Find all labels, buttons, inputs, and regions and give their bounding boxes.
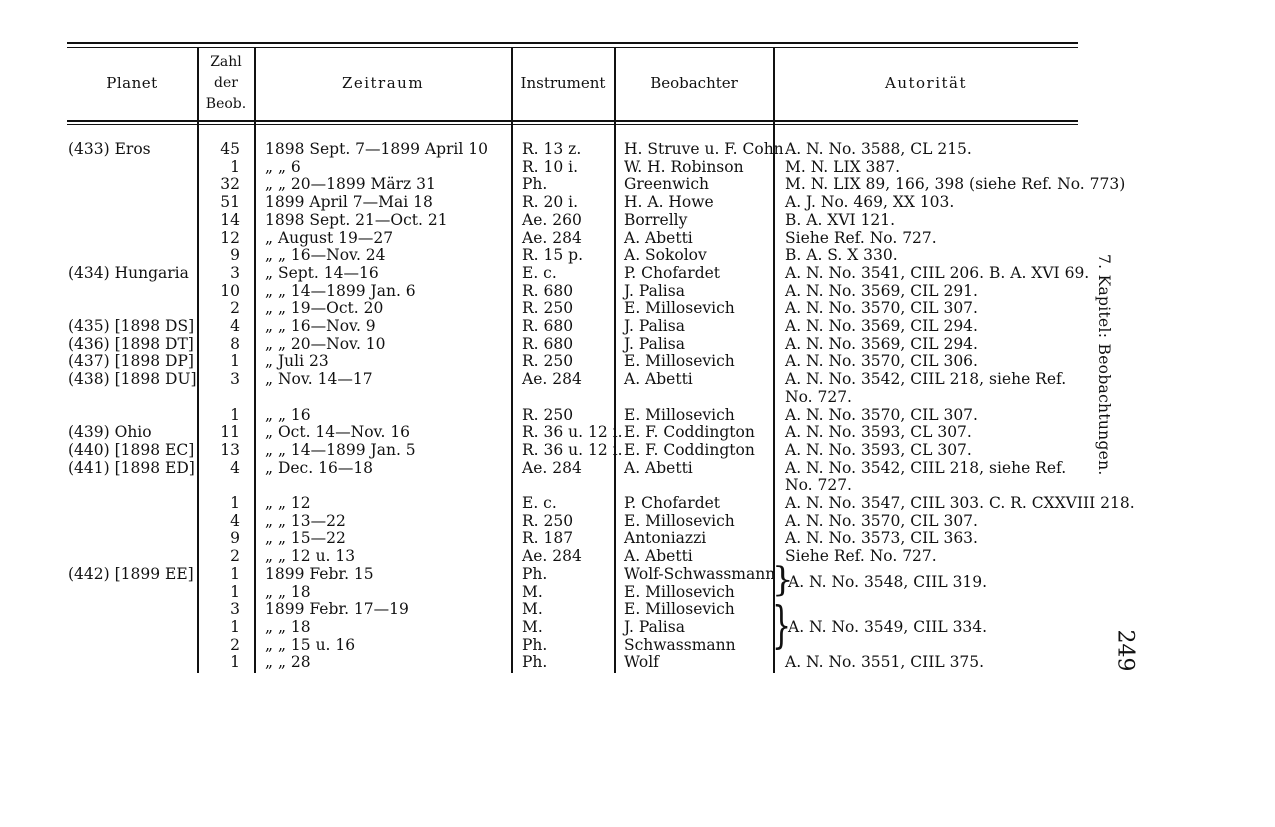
zahl-cell: 1 xyxy=(230,352,240,371)
instrument-cell: R. 187 xyxy=(522,529,574,548)
header-planet: Planet xyxy=(106,74,158,92)
table-row xyxy=(0,476,1275,494)
beobachter-cell: H. Struve u. F. Cohn xyxy=(624,140,784,158)
instrument-cell: Ae. 284 xyxy=(522,370,582,389)
header-autoritaet: Autorität xyxy=(884,74,968,92)
planet-cell: (435) [1898 DS] xyxy=(68,317,195,335)
zahl-cell: 14 xyxy=(220,210,240,229)
table-row xyxy=(0,140,1275,158)
zahl-cell: 2 xyxy=(230,547,240,566)
zahl-cell: 3 xyxy=(230,263,240,282)
zeitraum-cell: „ „ 20—1899 März 31 xyxy=(265,175,436,194)
beobachter-cell: H. A. Howe xyxy=(624,193,714,212)
table-row xyxy=(0,423,1275,441)
instrument-cell: R. 250 xyxy=(522,352,574,371)
table-row xyxy=(0,636,1275,654)
zahl-cell: 1 xyxy=(230,617,240,636)
zahl-cell: 13 xyxy=(220,440,240,459)
beobachter-cell: E. F. Coddington xyxy=(624,440,755,459)
beobachter-cell: Wolf xyxy=(624,653,659,672)
beobachter-cell: E. Millosevich xyxy=(624,299,735,318)
table-row xyxy=(0,175,1275,193)
beobachter-cell: J. Palisa xyxy=(624,334,685,353)
instrument-cell: R. 250 xyxy=(522,405,574,424)
zeitraum-cell: „ „ 14—1899 Jan. 5 xyxy=(265,440,416,459)
autoritaet-cell: A. N. No. 3593, CL 307. xyxy=(785,423,972,442)
instrument-cell: M. xyxy=(522,582,543,601)
table-row xyxy=(0,317,1275,335)
zahl-cell: 12 xyxy=(220,228,240,247)
autoritaet-cell: A. N. No. 3569, CIL 294. xyxy=(785,334,978,353)
table-row xyxy=(0,600,1275,618)
header-zahl-line2: der xyxy=(214,75,238,91)
zahl-cell: 1 xyxy=(230,582,240,601)
zeitraum-cell: „ Sept. 14—16 xyxy=(265,263,379,282)
autoritaet-cell: A. N. No. 3570, CIL 307. xyxy=(785,299,978,318)
planet-cell: (441) [1898 ED] xyxy=(68,458,195,477)
instrument-cell: Ph. xyxy=(522,653,548,672)
zeitraum-cell: „ Oct. 14—Nov. 16 xyxy=(265,423,411,442)
beobachter-cell: Greenwich xyxy=(624,175,710,194)
beobachter-cell: A. Abetti xyxy=(624,370,693,389)
top-rule-thick xyxy=(67,42,1078,44)
instrument-cell: R. 680 xyxy=(522,317,574,335)
zahl-cell: 8 xyxy=(230,334,240,353)
zahl-cell: 4 xyxy=(230,511,240,530)
autoritaet-cell: M. N. LIX 89, 166, 398 (siehe Ref. No. 773) xyxy=(785,175,1126,194)
table-row xyxy=(0,583,1275,601)
table-row xyxy=(0,653,1275,671)
beobachter-cell: Borrelly xyxy=(624,210,688,229)
planet-cell: (440) [1898 EC] xyxy=(68,440,195,459)
autoritaet-cell: No. 727. xyxy=(785,476,852,495)
instrument-cell: R. 250 xyxy=(522,511,574,530)
table-row xyxy=(0,299,1275,317)
zahl-cell: 10 xyxy=(220,281,240,300)
instrument-cell: E. c. xyxy=(522,494,557,512)
beobachter-cell: E. Millosevich xyxy=(624,511,735,530)
beobachter-cell: E. Millosevich xyxy=(624,582,735,601)
table-row xyxy=(0,282,1275,300)
zeitraum-cell: 1899 Febr. 17—19 xyxy=(265,600,409,619)
instrument-cell: Ae. 284 xyxy=(522,547,582,566)
table-row xyxy=(0,529,1275,547)
beobachter-cell: A. Abetti xyxy=(624,547,693,566)
zeitraum-cell: „ Nov. 14—17 xyxy=(265,370,373,389)
autoritaet-cell: A. N. No. 3541, CIIL 206. B. A. XVI 69. xyxy=(785,263,1090,282)
autoritaet-cell: A. N. No. 3570, CIL 307. xyxy=(785,405,978,424)
autoritaet-cell: B. A. S. X 330. xyxy=(785,246,898,265)
beobachter-cell: Antoniazzi xyxy=(624,529,707,548)
zahl-cell: 32 xyxy=(220,175,240,194)
beobachter-cell: P. Chofardet xyxy=(624,263,721,282)
instrument-cell: Ph. xyxy=(522,175,548,194)
zahl-cell: 51 xyxy=(220,193,240,212)
instrument-cell: Ae. 284 xyxy=(522,458,582,477)
beobachter-cell: A. Abetti xyxy=(624,458,693,477)
zeitraum-cell: „ „ 20—Nov. 10 xyxy=(265,334,386,353)
table-row xyxy=(0,459,1275,477)
beobachter-cell: E. Millosevich xyxy=(624,352,735,371)
zahl-cell: 1 xyxy=(230,653,240,672)
zahl-cell: 3 xyxy=(230,600,240,619)
beobachter-cell: Schwassmann xyxy=(624,635,736,654)
autoritaet-cell: A. N. No. 3569, CIL 291. xyxy=(785,281,978,300)
autoritaet-cell: Siehe Ref. No. 727. xyxy=(785,228,937,247)
zeitraum-cell: „ „ 16—Nov. 24 xyxy=(265,246,386,265)
zeitraum-cell: „ „ 14—1899 Jan. 6 xyxy=(265,281,416,300)
planet-cell: (442) [1899 EE] xyxy=(68,564,194,583)
zeitraum-cell: „ „ 16 xyxy=(265,405,311,424)
zeitraum-cell: „ „ 12 xyxy=(265,494,311,512)
instrument-cell: M. xyxy=(522,600,543,619)
table-row xyxy=(0,565,1275,583)
zeitraum-cell: „ „ 15 u. 16 xyxy=(265,635,356,654)
zeitraum-cell: „ „ 13—22 xyxy=(265,511,346,530)
zeitraum-cell: „ Juli 23 xyxy=(265,352,329,371)
autoritaet-cell: A. N. No. 3593, CL 307. xyxy=(785,440,972,459)
zeitraum-cell: „ „ 12 u. 13 xyxy=(265,547,356,566)
autoritaet-cell: No. 727. xyxy=(785,387,852,406)
instrument-cell: M. xyxy=(522,617,543,636)
instrument-cell: R. 36 u. 12 i. xyxy=(522,440,623,459)
autoritaet-cell: B. A. XVI 121. xyxy=(785,210,896,229)
header-instrument: Instrument xyxy=(520,74,606,92)
brace-note-1: A. N. No. 3548, CIIL 319. xyxy=(788,573,988,591)
table-row xyxy=(0,512,1275,530)
autoritaet-cell: A. N. No. 3570, CIL 306. xyxy=(785,352,978,371)
zahl-cell: 9 xyxy=(230,529,240,548)
beobachter-cell: E. F. Coddington xyxy=(624,423,755,442)
zahl-cell: 45 xyxy=(220,140,240,158)
table-row xyxy=(0,229,1275,247)
zeitraum-cell: „ August 19—27 xyxy=(265,228,394,247)
zahl-cell: 1 xyxy=(230,405,240,424)
header-rule-thick xyxy=(67,120,1078,122)
zeitraum-cell: „ „ 18 xyxy=(265,582,311,601)
zeitraum-cell: „ „ 19—Oct. 20 xyxy=(265,299,384,318)
table-row xyxy=(0,388,1275,406)
header-zeitraum: Zeitraum xyxy=(341,74,425,92)
running-head xyxy=(1095,254,1128,476)
header-zahl xyxy=(198,52,254,115)
header-zahl-line1: Zahl xyxy=(210,54,242,70)
zahl-cell: 1 xyxy=(230,564,240,583)
zahl-cell: 3 xyxy=(230,370,240,389)
zeitraum-cell: 1898 Sept. 7—1899 April 10 xyxy=(265,140,488,158)
zahl-cell: 11 xyxy=(220,423,240,442)
autoritaet-cell: M. N. LIX 387. xyxy=(785,157,901,176)
instrument-cell: R. 10 i. xyxy=(522,157,579,176)
autoritaet-cell: A. N. No. 3551, CIIL 375. xyxy=(785,653,985,672)
instrument-cell: R. 680 xyxy=(522,281,574,300)
table-row xyxy=(0,335,1275,353)
planet-cell: (436) [1898 DT] xyxy=(68,334,194,353)
instrument-cell: R. 250 xyxy=(522,299,574,318)
planet-cell: (439) Ohio xyxy=(68,423,152,442)
table-row xyxy=(0,441,1275,459)
autoritaet-cell: A. N. No. 3570, CIL 307. xyxy=(785,511,978,530)
zeitraum-cell: „ „ 28 xyxy=(265,653,311,672)
header-beobachter: Beobachter xyxy=(650,74,738,92)
header-zahl-line3: Beob. xyxy=(205,96,247,112)
instrument-cell: Ph. xyxy=(522,564,548,583)
planet-cell: (437) [1898 DP] xyxy=(68,352,194,371)
planet-cell: (438) [1898 DU] xyxy=(68,370,197,389)
instrument-cell: R. 36 u. 12 i. xyxy=(522,423,623,442)
instrument-cell: Ph. xyxy=(522,635,548,654)
table-row xyxy=(0,211,1275,229)
planet-cell: (433) Eros xyxy=(68,140,151,158)
table-row xyxy=(0,193,1275,211)
planet-cell: (434) Hungaria xyxy=(68,263,189,282)
beobachter-cell: A. Sokolov xyxy=(624,246,707,265)
autoritaet-cell: A. J. No. 469, XX 103. xyxy=(785,193,955,212)
zeitraum-cell: „ „ 6 xyxy=(265,157,301,176)
top-rule-thin xyxy=(67,47,1078,48)
zahl-cell: 2 xyxy=(230,299,240,318)
autoritaet-cell: A. N. No. 3588, CL 215. xyxy=(785,140,972,158)
beobachter-cell: J. Palisa xyxy=(624,317,685,335)
zeitraum-cell: „ „ 15—22 xyxy=(265,529,346,548)
autoritaet-cell: Siehe Ref. No. 727. xyxy=(785,547,937,566)
beobachter-cell: J. Palisa xyxy=(624,617,685,636)
zahl-cell: 1 xyxy=(230,157,240,176)
zahl-cell: 1 xyxy=(230,494,240,512)
instrument-cell: R. 15 p. xyxy=(522,246,584,265)
instrument-cell: Ae. 260 xyxy=(522,210,582,229)
zahl-cell: 9 xyxy=(230,246,240,265)
beobachter-cell: P. Chofardet xyxy=(624,494,721,512)
table-row xyxy=(0,547,1275,565)
zeitraum-cell: 1899 April 7—Mai 18 xyxy=(265,193,433,212)
instrument-cell: R. 680 xyxy=(522,334,574,353)
brace-group-2: } xyxy=(772,596,792,654)
zeitraum-cell: „ Dec. 16—18 xyxy=(265,458,374,477)
beobachter-cell: W. H. Robinson xyxy=(624,157,744,176)
zeitraum-cell: „ „ 16—Nov. 9 xyxy=(265,317,376,335)
brace-group-1: } xyxy=(772,560,794,600)
zahl-cell: 4 xyxy=(230,317,240,335)
beobachter-cell: J. Palisa xyxy=(624,281,685,300)
autoritaet-cell: A. N. No. 3547, CIIL 303. C. R. CXXVIII 218. xyxy=(785,494,1135,512)
beobachter-cell: E. Millosevich xyxy=(624,405,735,424)
table-row xyxy=(0,406,1275,424)
table-row xyxy=(0,352,1275,370)
beobachter-cell: Wolf-Schwassmann xyxy=(624,564,776,583)
brace-note-2: A. N. No. 3549, CIIL 334. xyxy=(788,618,988,636)
zeitraum-cell: 1898 Sept. 21—Oct. 21 xyxy=(265,210,448,229)
beobachter-cell: A. Abetti xyxy=(624,228,693,247)
instrument-cell: Ae. 284 xyxy=(522,228,582,247)
running-head-text: 7. Kapitel: Beobachtungen. xyxy=(1095,254,1113,476)
instrument-cell: R. 20 i. xyxy=(522,193,579,212)
page-number: 249 xyxy=(1112,629,1138,672)
zeitraum-cell: 1899 Febr. 15 xyxy=(265,564,374,583)
table-row xyxy=(0,158,1275,176)
table-row xyxy=(0,246,1275,264)
autoritaet-cell: A. N. No. 3542, CIIL 218, siehe Ref. xyxy=(785,370,1067,389)
beobachter-cell: E. Millosevich xyxy=(624,600,735,619)
table-row xyxy=(0,370,1275,388)
zeitraum-cell: „ „ 18 xyxy=(265,617,311,636)
instrument-cell: E. c. xyxy=(522,263,557,282)
instrument-cell: R. 13 z. xyxy=(522,140,582,158)
table-row xyxy=(0,494,1275,512)
autoritaet-cell: A. N. No. 3573, CIL 363. xyxy=(785,529,978,548)
table-row xyxy=(0,618,1275,636)
zahl-cell: 4 xyxy=(230,458,240,477)
autoritaet-cell: A. N. No. 3569, CIL 294. xyxy=(785,317,978,335)
autoritaet-cell: A. N. No. 3542, CIIL 218, siehe Ref. xyxy=(785,458,1067,477)
zahl-cell: 2 xyxy=(230,635,240,654)
header-rule-thin xyxy=(67,124,1078,125)
table-row xyxy=(0,264,1275,282)
